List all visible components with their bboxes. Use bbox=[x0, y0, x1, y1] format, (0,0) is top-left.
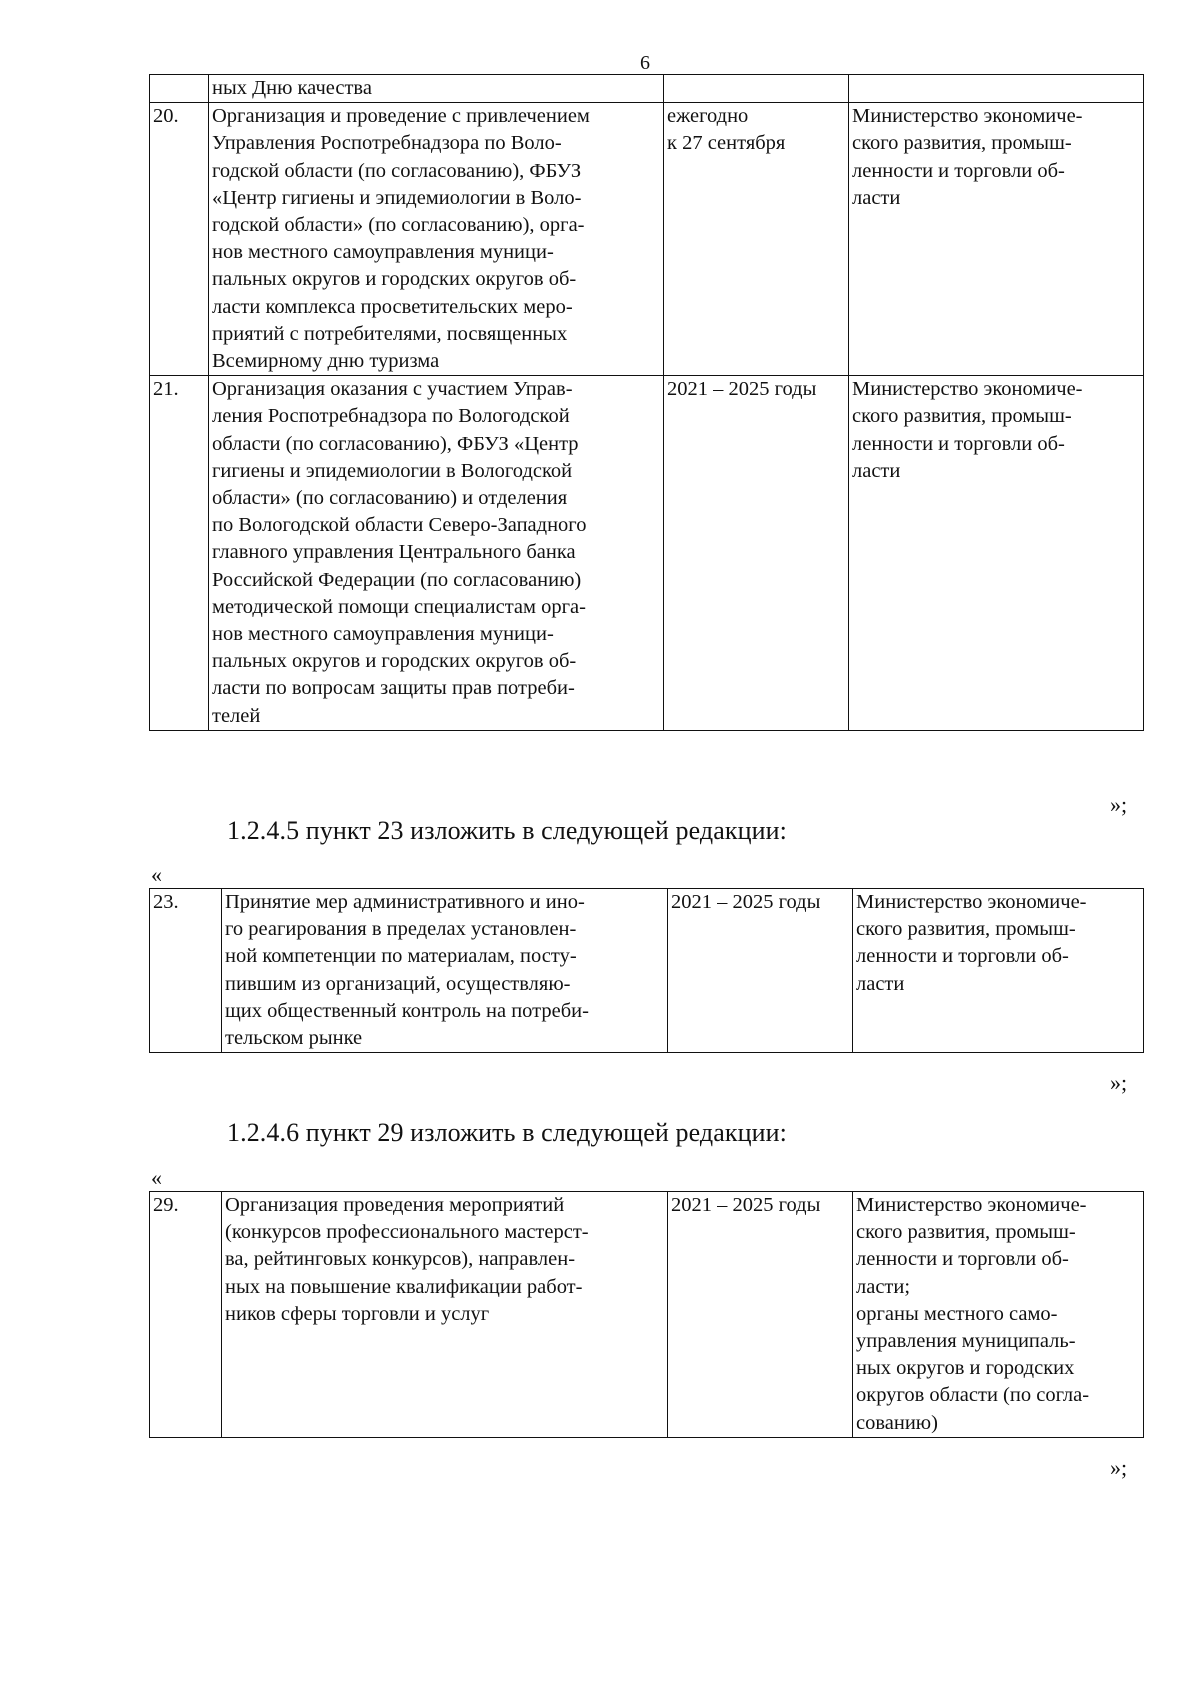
measures-table-item-23 bbox=[149, 888, 1144, 1053]
measure-text: ных Дню качества bbox=[209, 75, 664, 103]
measure-responsible: Министерство экономиче- ского развития, промыш- ленности и торговли об- ласти bbox=[849, 103, 1144, 376]
close-quote: »; bbox=[1110, 1455, 1128, 1480]
row-number: 20. bbox=[150, 103, 209, 376]
table-row bbox=[150, 103, 1144, 376]
table-row bbox=[150, 1192, 1144, 1438]
open-quote: « bbox=[151, 1165, 162, 1190]
page-number: 6 bbox=[640, 52, 650, 74]
close-quote: »; bbox=[1110, 792, 1128, 817]
measures-table-item-29 bbox=[149, 1191, 1144, 1438]
measure-text: Организация и проведение с привлечением Управления Роспотребнадзора по Воло- годской области (по согласованию), ФБУЗ «Центр гигиены и эпидемиологии в Воло- годской области» (по согласованию), орга- нов местного самоуправления муници- пальных округов и городских округов об- ласти комплекса просветительских меро- приятий с потребителями, посвященных Всемирному дню туризма bbox=[209, 103, 664, 376]
measure-term: 2021 – 2025 годы bbox=[668, 889, 853, 1053]
measure-term: 2021 – 2025 годы bbox=[668, 1192, 853, 1438]
table-row bbox=[150, 376, 1144, 731]
measure-responsible: Министерство экономиче- ского развития, промыш- ленности и торговли об- ласти bbox=[853, 889, 1144, 1053]
table-row bbox=[150, 75, 1144, 103]
measure-text: Организация проведения мероприятий (конкурсов профессионального мастерст- ва, рейтинговых конкурсов), направлен- ных на повышение квалификации работ- ников сферы торговли и услуг bbox=[222, 1192, 668, 1438]
measure-term: 2021 – 2025 годы bbox=[664, 376, 849, 731]
open-quote: « bbox=[151, 862, 162, 887]
row-number: 29. bbox=[150, 1192, 222, 1438]
measure-term: ежегодно к 27 сентября bbox=[664, 103, 849, 376]
section-23-heading: 1.2.4.5 пункт 23 изложить в следующей редакции: bbox=[227, 816, 787, 845]
measure-text: Принятие мер административного и ино- го реагирования в пределах установлен- ной компетенции по материалам, посту- пившим из организаций, осуществляю- щих общественный контроль на потреби- тельском рынке bbox=[222, 889, 668, 1053]
table-row bbox=[150, 889, 1144, 1053]
measure-responsible: Министерство экономиче- ского развития, промыш- ленности и торговли об- ласти bbox=[849, 376, 1144, 731]
measures-table-continued bbox=[149, 74, 1144, 731]
section-29-heading: 1.2.4.6 пункт 29 изложить в следующей редакции: bbox=[227, 1118, 787, 1147]
row-number: 23. bbox=[150, 889, 222, 1053]
row-number bbox=[150, 75, 209, 103]
measure-responsible bbox=[849, 75, 1144, 103]
row-number: 21. bbox=[150, 376, 209, 731]
measure-responsible: Министерство экономиче- ского развития, промыш- ленности и торговли об- ласти; органы местного само- управления муниципаль- ных округов и городских округов области (по согла- сованию) bbox=[853, 1192, 1144, 1438]
measure-text: Организация оказания с участием Управ- ления Роспотребнадзора по Вологодской области (по согласованию), ФБУЗ «Центр гигиены и эпидемиологии в Вологодской области» (по согласованию) и отделения по Вологодской области Северо-Западного главного управления Центрального банка Российской Федерации (по согласованию) методической помощи специалистам орга- нов местного самоуправления муници- пальных округов и городских округов об- ласти по вопросам защиты прав потреби- телей bbox=[209, 376, 664, 731]
measure-term bbox=[664, 75, 849, 103]
close-quote: »; bbox=[1110, 1070, 1128, 1095]
